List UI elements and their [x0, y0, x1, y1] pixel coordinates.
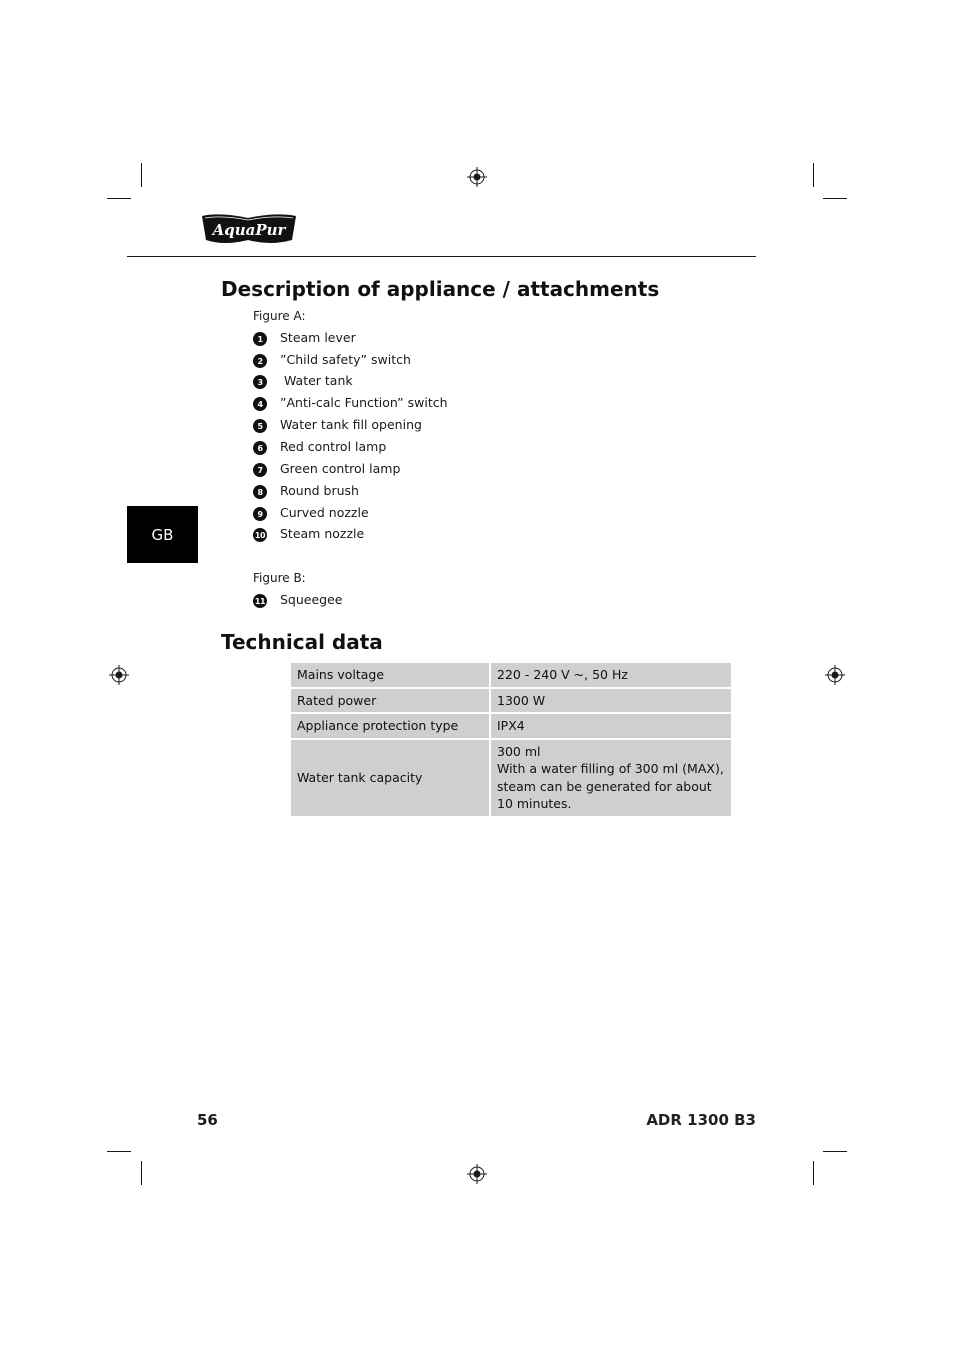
table-cell-label: Appliance protection type [291, 714, 489, 738]
crop-mark [107, 198, 131, 199]
list-item [253, 330, 356, 347]
list-item-text: Water tank fill opening [280, 417, 422, 432]
list-item-text: Green control lamp [280, 461, 401, 476]
registration-mark-icon [467, 1164, 487, 1184]
list-item [253, 352, 411, 369]
brand-logo-text: AquaPur [212, 221, 286, 239]
language-tab [127, 506, 198, 563]
list-item-text: Steam nozzle [280, 526, 365, 541]
table-cell-value-line: 10 minutes. [497, 796, 572, 811]
number-badge: 4 [253, 397, 267, 411]
registration-mark-icon [825, 665, 845, 685]
number-badge: 8 [253, 485, 267, 499]
list-item [253, 417, 422, 434]
table-cell-value-line: With a water filling of 300 ml (MAX), [497, 761, 724, 776]
table-cell-value-line: 220 - 240 V ~, 50 Hz [497, 667, 628, 682]
list-item-text: Squeegee [280, 592, 343, 607]
number-badge: 9 [253, 507, 267, 521]
table-cell-label: Rated power [291, 689, 489, 713]
table-row [291, 740, 731, 816]
list-item [253, 483, 359, 500]
table-row [291, 714, 731, 738]
figure-a-label: Figure A: [253, 309, 306, 323]
registration-mark-icon [467, 167, 487, 187]
list-item-text: ”Anti-calc Function” switch [280, 395, 448, 410]
list-item-text: Red control lamp [280, 439, 387, 454]
list-item-text: Water tank [280, 373, 353, 388]
table-cell-value-line: IPX4 [497, 718, 525, 733]
list-item [253, 461, 401, 478]
table-cell-label: Mains voltage [291, 663, 489, 687]
page-number: 56 [197, 1111, 218, 1129]
list-item [253, 526, 365, 543]
table-cell-value [491, 663, 731, 687]
table-row [291, 663, 731, 687]
figure-b-label: Figure B: [253, 571, 306, 585]
number-badge: 7 [253, 463, 267, 477]
list-item [253, 373, 353, 390]
crop-mark [823, 198, 847, 199]
table-cell-value [491, 714, 731, 738]
table-cell-value [491, 689, 731, 713]
list-item-text: ”Child safety” switch [280, 352, 411, 367]
list-item [253, 395, 448, 412]
language-tab-label: GB [151, 525, 174, 544]
number-badge: 11 [253, 594, 267, 608]
table-cell-value-line: steam can be generated for about [497, 778, 712, 794]
table-cell-value-line: 1300 W [497, 692, 546, 708]
crop-mark [141, 1161, 142, 1185]
section-title-technical-data: Technical data [221, 630, 383, 654]
table-cell-label: Water tank capacity [291, 740, 489, 816]
crop-mark [813, 163, 814, 187]
crop-mark [107, 1151, 131, 1152]
table-row [291, 689, 731, 713]
brand-logo [200, 210, 298, 248]
list-item [253, 439, 387, 456]
registration-mark-icon [109, 665, 129, 685]
model-number: ADR 1300 B3 [646, 1111, 756, 1129]
crop-mark [141, 163, 142, 187]
table-cell-value [491, 740, 731, 816]
number-badge: 2 [253, 354, 267, 368]
number-badge: 10 [253, 528, 267, 542]
crop-mark [813, 1161, 814, 1185]
number-badge: 6 [253, 441, 267, 455]
section-title-description: Description of appliance / attachments [221, 277, 660, 301]
crop-mark [823, 1151, 847, 1152]
list-item [253, 592, 343, 609]
number-badge: 3 [253, 375, 267, 389]
list-item-text: Round brush [280, 483, 359, 498]
list-item [253, 505, 369, 522]
list-item-text: Steam lever [280, 330, 356, 345]
list-item-text: Curved nozzle [280, 505, 369, 520]
number-badge: 5 [253, 419, 267, 433]
number-badge: 1 [253, 332, 267, 346]
header-rule [127, 256, 756, 257]
table-cell-value-line: 300 ml [497, 743, 541, 759]
technical-data-table [291, 663, 731, 818]
